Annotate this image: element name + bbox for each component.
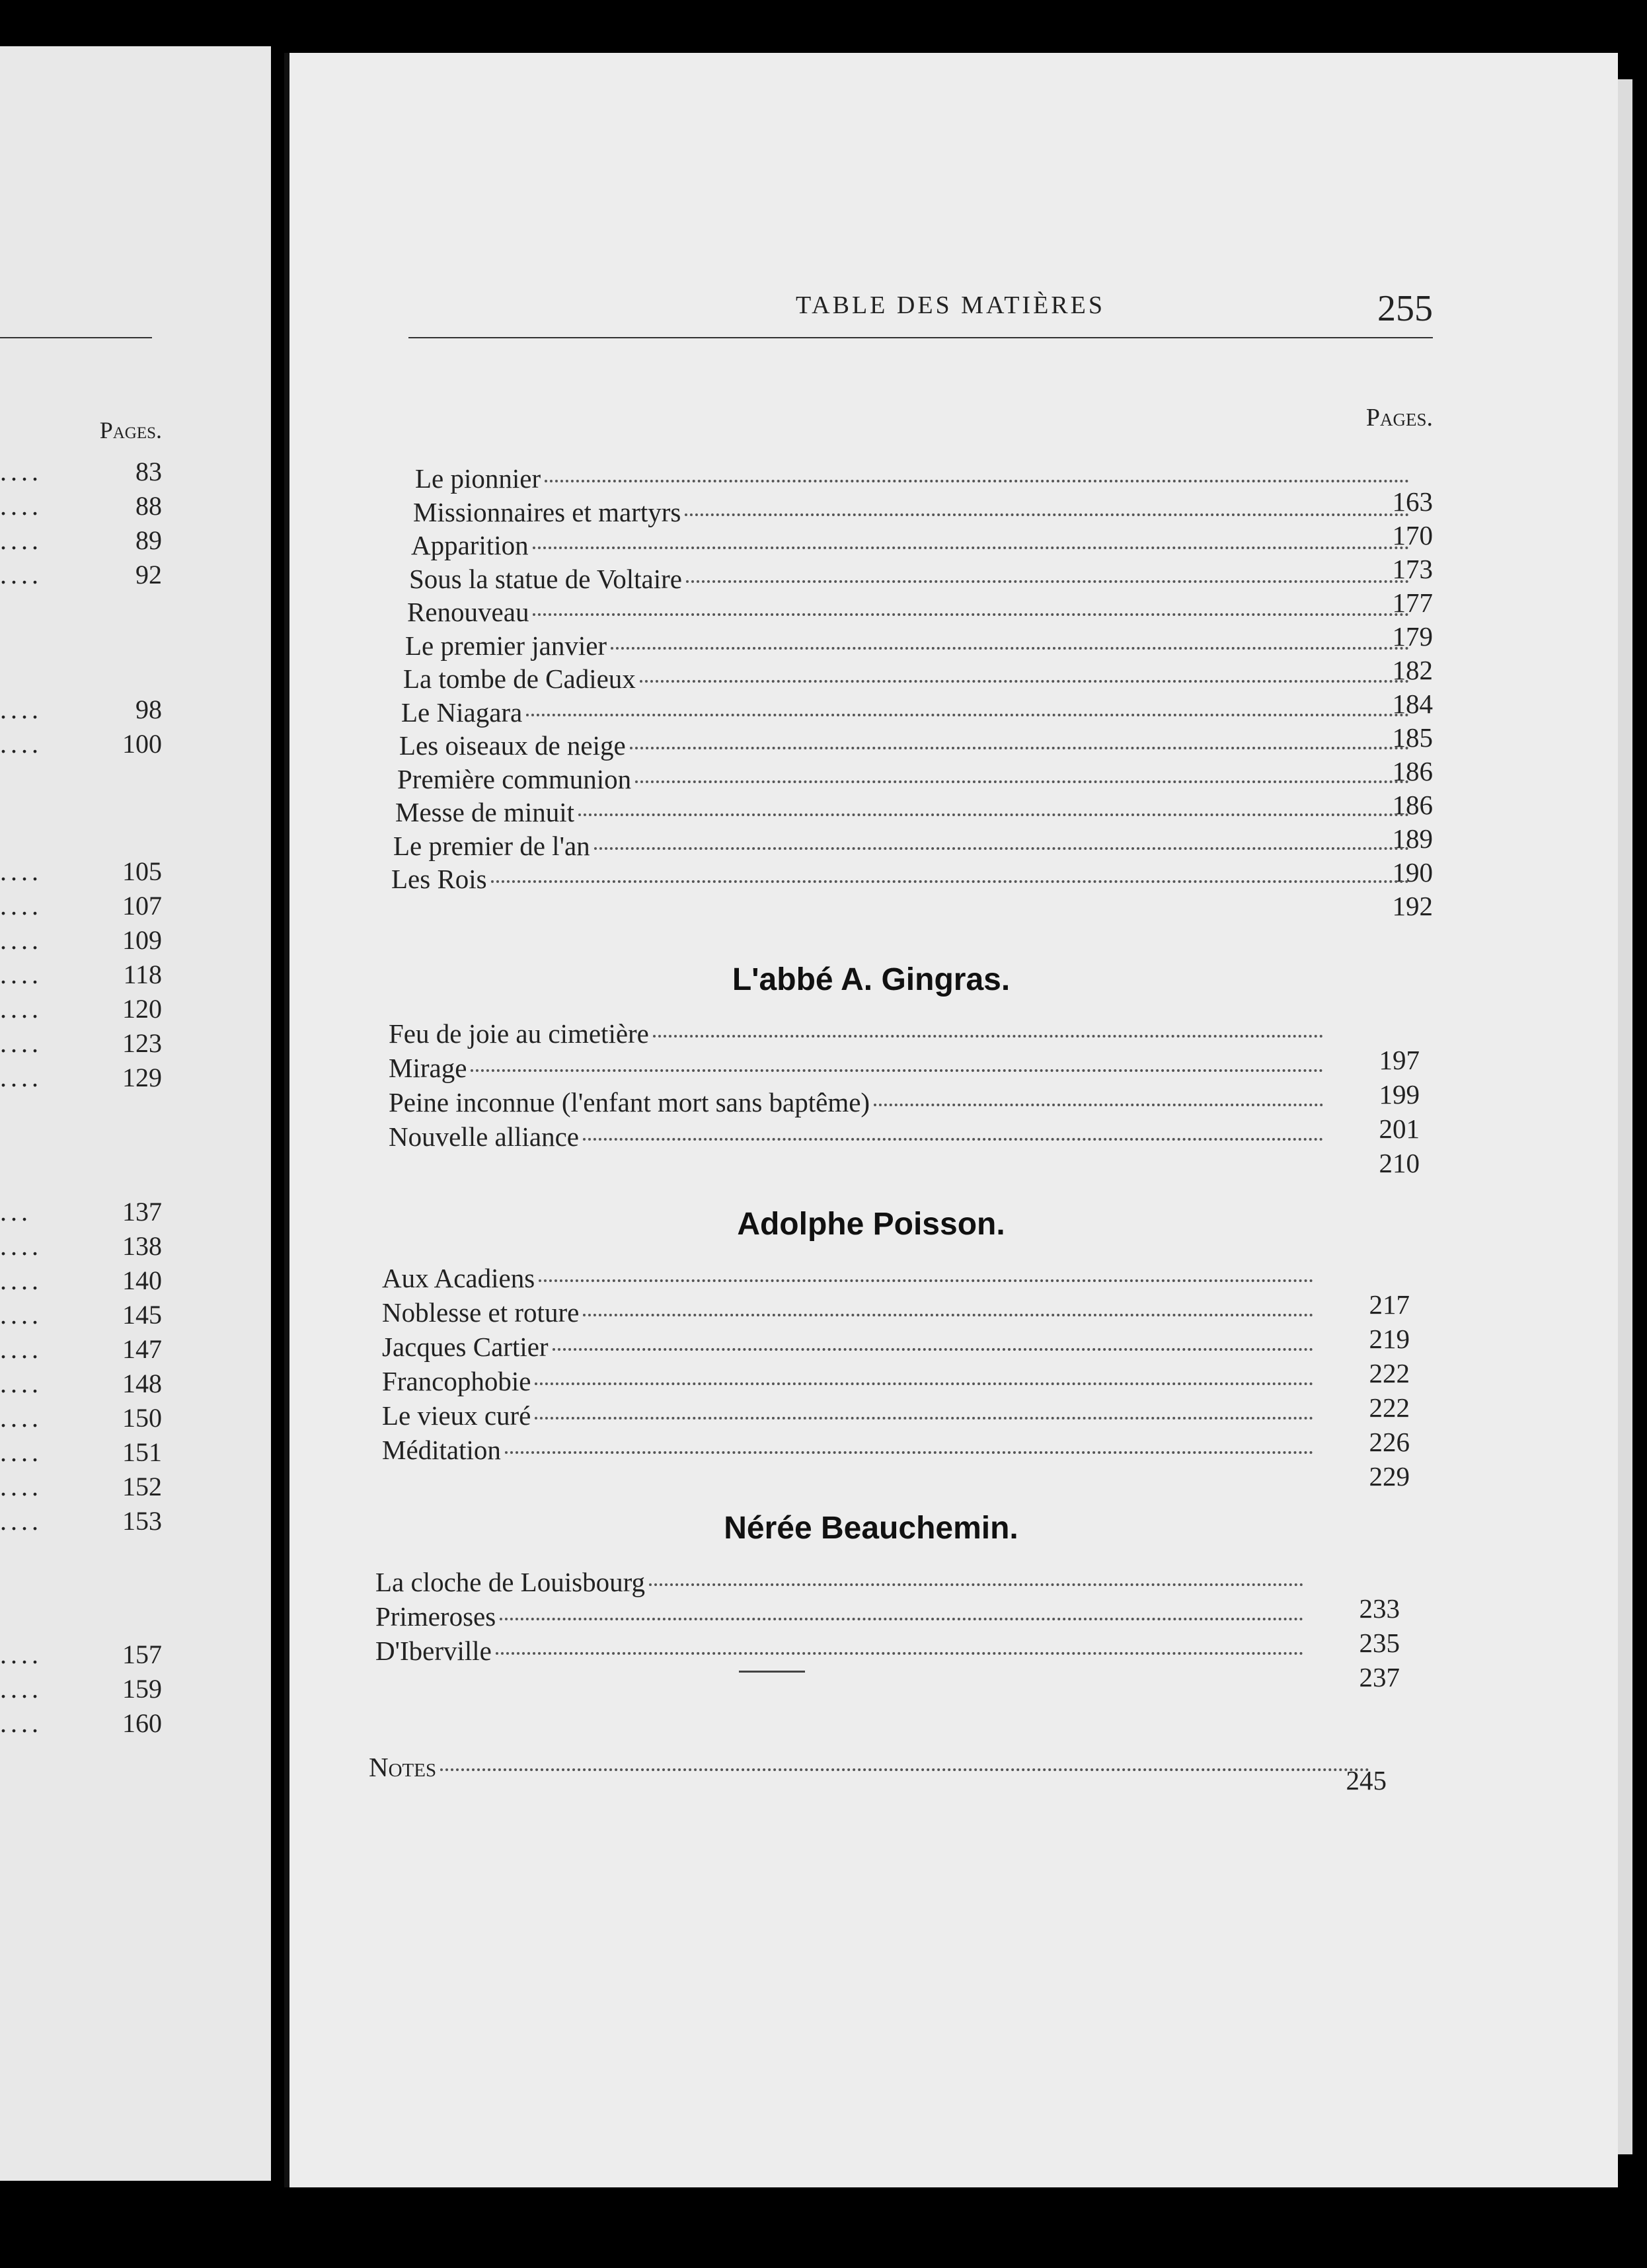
header-rule — [408, 337, 1433, 338]
running-head: TABLE DES MATIÈRES — [796, 291, 1105, 319]
dot-leader — [640, 680, 1409, 683]
entry-page-number: 235 — [1359, 1628, 1400, 1658]
toc-row — [0, 925, 162, 959]
toc-row — [0, 856, 162, 890]
dot-leader: .... — [0, 560, 42, 589]
entry-page-number: 186 — [1392, 756, 1433, 786]
page-number: 83 — [135, 457, 162, 486]
page-number: 147 — [122, 1334, 162, 1364]
page-number: 159 — [122, 1674, 162, 1704]
entry-title: Messe de minuit — [395, 797, 575, 827]
toc-entry — [375, 1601, 1307, 1635]
toc-row — [0, 1265, 162, 1299]
page-number: 255 — [1377, 288, 1433, 329]
toc-entry — [389, 1086, 1327, 1121]
toc-row — [0, 525, 162, 559]
page-number: 118 — [123, 960, 162, 989]
entry-page-number: 210 — [1379, 1148, 1420, 1178]
dot-leader — [505, 1451, 1313, 1454]
toc-entry — [382, 1400, 1317, 1434]
dot-leader: ... — [0, 1197, 32, 1227]
page-number: 109 — [122, 925, 162, 955]
pages-column-label: Pages. — [1365, 404, 1433, 432]
page-number: 151 — [122, 1437, 162, 1467]
dot-leader: .... — [0, 1300, 42, 1330]
entry-title: Première communion — [397, 763, 632, 794]
page-number: 145 — [122, 1300, 162, 1330]
toc-entry — [393, 830, 1413, 864]
entry-title: Renouveau — [407, 597, 529, 627]
entry-title: La cloche de Louisbourg — [375, 1567, 645, 1597]
page-number: 152 — [122, 1472, 162, 1501]
dot-leader — [526, 714, 1409, 716]
entry-page-number: 226 — [1369, 1427, 1410, 1457]
dot-leader — [539, 1279, 1313, 1282]
author-heading: Nérée Beauchemin. — [724, 1511, 1018, 1546]
entry-page-number: 190 — [1392, 857, 1433, 888]
toc-row — [0, 1471, 162, 1505]
toc-row — [0, 1402, 162, 1437]
entry-page-number: 170 — [1392, 520, 1433, 550]
entry-page-number: 222 — [1369, 1358, 1410, 1388]
toc-row — [0, 1505, 162, 1540]
separator-rule — [739, 1671, 805, 1673]
toc-entry — [397, 763, 1413, 798]
entry-page-number: 192 — [1392, 891, 1433, 921]
toc-entry — [389, 1052, 1327, 1086]
entry-title: Le Niagara — [401, 697, 523, 728]
page-number: 157 — [122, 1640, 162, 1669]
entry-page-number: 163 — [1392, 486, 1433, 517]
dot-leader — [653, 1035, 1323, 1038]
toc-entry — [409, 563, 1413, 597]
entry-page-number: 197 — [1379, 1045, 1420, 1075]
toc-row — [0, 490, 162, 525]
page-number: 100 — [122, 729, 162, 759]
dot-leader — [583, 1314, 1313, 1316]
dot-leader — [611, 647, 1409, 650]
toc-entry — [411, 529, 1413, 564]
entry-page-number: 219 — [1369, 1324, 1410, 1354]
entry-page-number: 173 — [1392, 554, 1433, 584]
dot-leader: .... — [0, 1640, 42, 1669]
dot-leader — [500, 1618, 1303, 1620]
entry-page-number: 237 — [1359, 1662, 1400, 1692]
entry-title: Noblesse et roture — [382, 1297, 580, 1328]
entry-title: Missionnaires et martyrs — [413, 496, 681, 527]
entry-title: Méditation — [382, 1435, 501, 1465]
entry-title: Sous la statue de Voltaire — [409, 563, 682, 594]
toc-row — [0, 1368, 162, 1402]
toc-row — [0, 1673, 162, 1708]
dot-leader: .... — [0, 1266, 42, 1295]
toc-entry — [375, 1635, 1307, 1669]
toc-entry — [405, 630, 1413, 664]
dot-leader — [594, 847, 1409, 850]
entry-title: Le premier de l'an — [393, 830, 590, 861]
entry-page-number: 186 — [1392, 790, 1433, 820]
toc-row — [0, 694, 162, 728]
toc-entry — [407, 596, 1413, 630]
entry-title: Francophobie — [382, 1366, 531, 1396]
dot-leader: .... — [0, 1506, 42, 1536]
page-number: 105 — [122, 856, 162, 886]
page-number: 160 — [122, 1708, 162, 1738]
toc-row — [0, 1334, 162, 1368]
toc-row — [0, 728, 162, 763]
notes-entry — [369, 1751, 1373, 1786]
toc-entry — [375, 1566, 1307, 1601]
page-number: 120 — [122, 994, 162, 1024]
dot-leader: .... — [0, 994, 42, 1024]
dot-leader — [496, 1652, 1303, 1655]
toc-row — [0, 1299, 162, 1334]
toc-entry — [395, 796, 1413, 831]
dot-leader — [535, 1417, 1313, 1419]
entry-title: Aux Acadiens — [382, 1263, 535, 1293]
dot-leader — [578, 813, 1409, 816]
dot-leader: .... — [0, 1231, 42, 1261]
toc-row — [0, 1230, 162, 1265]
entry-title: Le pionnier — [415, 463, 541, 494]
toc-entry — [391, 863, 1413, 897]
dot-leader — [583, 1138, 1323, 1141]
page-number: 89 — [135, 525, 162, 555]
dot-leader — [545, 480, 1409, 482]
page-number: 129 — [122, 1063, 162, 1092]
dot-leader: .... — [0, 960, 42, 989]
toc-row — [0, 1062, 162, 1096]
entry-title: La tombe de Cadieux — [403, 663, 636, 694]
entry-title: Primeroses — [375, 1601, 496, 1632]
page-number: 98 — [135, 695, 162, 724]
toc-row — [0, 1708, 162, 1742]
toc-entry — [382, 1365, 1317, 1400]
page-number: 107 — [122, 891, 162, 921]
dot-leader — [533, 547, 1409, 549]
dot-leader — [440, 1768, 1369, 1771]
toc-entry — [413, 496, 1413, 531]
pages-column-label: Pages. — [99, 417, 162, 443]
dot-leader: .... — [0, 1063, 42, 1092]
entry-title: Feu de joie au cimetière — [389, 1018, 649, 1049]
entry-title: Nouvelle alliance — [389, 1121, 580, 1152]
toc-entry — [399, 730, 1413, 764]
author-heading: Adolphe Poisson. — [737, 1207, 1005, 1242]
entry-page-number: 222 — [1369, 1392, 1410, 1423]
dot-leader: .... — [0, 491, 42, 521]
toc-row — [0, 1639, 162, 1673]
dot-leader — [686, 580, 1409, 583]
entry-title: Les Rois — [391, 864, 487, 894]
dot-leader: .... — [0, 695, 42, 724]
page-number: 148 — [122, 1369, 162, 1398]
toc-entry — [403, 663, 1413, 697]
entry-title: Peine inconnue (l'enfant mort sans baptême) — [389, 1087, 870, 1117]
dot-leader: .... — [0, 525, 42, 555]
entry-page-number: 229 — [1369, 1461, 1410, 1492]
toc-entry — [382, 1434, 1317, 1468]
dot-leader — [649, 1583, 1303, 1586]
dot-leader: .... — [0, 925, 42, 955]
dot-leader — [635, 780, 1409, 783]
toc-row — [0, 1196, 162, 1230]
toc-row — [0, 1028, 162, 1062]
entry-title: Notes — [369, 1752, 437, 1782]
dot-leader: .... — [0, 891, 42, 921]
dot-leader — [630, 747, 1409, 749]
dot-leader — [535, 1382, 1313, 1385]
main-page — [284, 53, 1618, 2187]
dot-leader — [553, 1348, 1313, 1351]
dot-leader — [491, 880, 1409, 883]
entry-page-number: 199 — [1379, 1079, 1420, 1110]
dot-leader: .... — [0, 1437, 42, 1467]
toc-row — [0, 959, 162, 993]
entry-title: Jacques Cartier — [382, 1332, 549, 1362]
dot-leader: .... — [0, 1708, 42, 1738]
entry-page-number: 184 — [1392, 689, 1433, 719]
dot-leader — [533, 613, 1409, 616]
dot-leader: .... — [0, 856, 42, 886]
toc-row — [0, 890, 162, 925]
entry-title: Mirage — [389, 1053, 467, 1083]
toc-entry — [389, 1121, 1327, 1155]
toc-entry — [415, 463, 1413, 497]
dot-leader: .... — [0, 1334, 42, 1364]
entry-page-number: 189 — [1392, 823, 1433, 854]
entry-page-number: 185 — [1392, 722, 1433, 753]
entry-title: Apparition — [411, 530, 529, 560]
entry-title: D'Iberville — [375, 1636, 492, 1666]
page-number: 88 — [135, 491, 162, 521]
toc-entry — [382, 1331, 1317, 1365]
entry-page-number: 179 — [1392, 621, 1433, 652]
page-number: 153 — [122, 1506, 162, 1536]
entry-page-number: 182 — [1392, 655, 1433, 685]
page-number: 138 — [122, 1231, 162, 1261]
toc-row — [0, 456, 162, 490]
toc-entry — [389, 1018, 1327, 1052]
page-number: 140 — [122, 1266, 162, 1295]
entry-page-number: 217 — [1369, 1289, 1410, 1320]
dot-leader: .... — [0, 457, 42, 486]
entry-page-number: 201 — [1379, 1114, 1420, 1144]
dot-leader: .... — [0, 1028, 42, 1058]
page-number: 123 — [122, 1028, 162, 1058]
entry-page-number: 233 — [1359, 1593, 1400, 1624]
toc-entry — [382, 1297, 1317, 1331]
dot-leader: .... — [0, 1472, 42, 1501]
dot-leader — [874, 1104, 1323, 1106]
entry-title: Le vieux curé — [382, 1400, 531, 1431]
dot-leader: .... — [0, 1369, 42, 1398]
toc-row — [0, 1437, 162, 1471]
entry-title: Le premier janvier — [405, 630, 607, 661]
entry-page-number: 177 — [1392, 587, 1433, 618]
left-page — [0, 46, 271, 2181]
dot-leader: .... — [0, 1674, 42, 1704]
dot-leader — [471, 1069, 1323, 1072]
toc-row — [0, 993, 162, 1028]
page-number: 150 — [122, 1403, 162, 1433]
dot-leader: .... — [0, 1403, 42, 1433]
author-heading: L'abbé A. Gingras. — [732, 962, 1011, 997]
dot-leader: .... — [0, 729, 42, 759]
page-number: 137 — [122, 1197, 162, 1227]
header-rule — [0, 337, 152, 338]
toc-row — [0, 559, 162, 593]
entry-title: Les oiseaux de neige — [399, 730, 626, 761]
page-number: 92 — [135, 560, 162, 589]
dot-leader — [685, 513, 1409, 516]
entry-page-number: 245 — [1346, 1765, 1387, 1796]
toc-entry — [382, 1262, 1317, 1297]
toc-entry — [401, 697, 1413, 731]
